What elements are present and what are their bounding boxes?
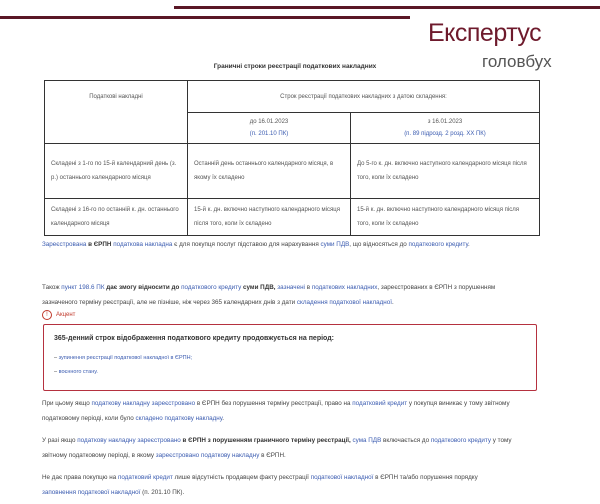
text: лише відсутність продавцем факту реєстрації — [172, 474, 311, 481]
paragraph-violation — [42, 433, 512, 463]
link[interactable]: суми ПДВ — [320, 241, 350, 248]
table-cell: 15-й к. дн. включно наступного календарного місяця після того, коли їх складено — [351, 199, 540, 236]
text: в ЄРПН — [86, 241, 114, 248]
table-row — [45, 144, 540, 199]
text: включається до — [381, 437, 431, 444]
link[interactable]: зазначені — [277, 284, 305, 291]
logo-subtitle: головбух — [482, 52, 552, 71]
accent-box — [43, 324, 537, 391]
table-cell: Останній день останнього календарного місяця, в якому їх складено — [188, 144, 351, 199]
logo-title: Експертус — [428, 19, 542, 47]
link[interactable]: податкового кредиту — [430, 437, 491, 444]
table-cell: Складені з 16-го по останній к. дн. останнього календарного місяця — [45, 199, 188, 236]
link[interactable]: податкового кредиту — [181, 284, 242, 291]
accent-heading: 365-денний строк відображення податкового кредиту продовжується на період: — [54, 335, 334, 342]
text: . — [222, 415, 225, 422]
text: Також — [42, 284, 62, 291]
text: в ЄРПН з порушенням граничного терміну реєстрації, — [180, 437, 353, 444]
subheader-before — [188, 113, 351, 144]
exclamation-icon: ! — [42, 310, 52, 320]
table-cell: 15-й к. дн. включно наступного календарного місяця після того, коли їх складено — [188, 199, 351, 236]
list-item[interactable]: – зупинення реєстрації податкової накладної в ЄРПН; — [54, 351, 192, 365]
accent-text: Акцент — [56, 312, 76, 318]
accent-label — [42, 310, 75, 320]
link[interactable]: податкового кредиту — [408, 241, 469, 248]
link[interactable]: податкових накладних — [311, 284, 378, 291]
text: в ЄРПН. — [259, 452, 286, 459]
text: в ЄРПН без порушення терміну реєстрації, право на — [195, 400, 353, 407]
paragraph-registered — [42, 237, 512, 252]
table-row — [45, 199, 540, 236]
law-link[interactable]: (п. 201.10 ПК) — [249, 131, 289, 137]
table-cell: Складені з 1-го по 15-й календарний день (з. р.) останнього календарного місяця — [45, 144, 188, 199]
link[interactable]: податковий кредит — [352, 400, 408, 407]
link[interactable]: пункт 198.6 ПК — [61, 284, 105, 291]
text: суми ПДВ, — [241, 284, 278, 291]
link[interactable]: складено податкову накладну — [135, 415, 223, 422]
text: в ЄРПН та/або порушення порядку — [373, 474, 478, 481]
header-rule-top — [174, 6, 600, 9]
text: , що відносяться до — [349, 241, 409, 248]
text: (п. 201.10 ПК). — [140, 489, 185, 496]
text: в — [304, 284, 312, 291]
link[interactable]: податкову накладну зареєстровано — [91, 400, 196, 407]
paragraph-no-violation — [42, 396, 512, 426]
law-link[interactable]: (п. 89 підрозд. 2 розд. XX ПК) — [404, 131, 486, 137]
link[interactable]: податкової накладної — [310, 474, 374, 481]
text: . — [392, 299, 394, 306]
text: , зареєстрованих в ЄРПН з порушенням зазначеного терміну реєстрації, але не пізніше, ніж через 365 календарних днів з дати — [42, 284, 496, 306]
paragraph-no-right — [42, 470, 512, 500]
text: . — [468, 241, 470, 248]
subheader-label: з 16.01.2023 — [427, 119, 463, 125]
paragraph-also — [42, 280, 512, 310]
link[interactable]: податкова накладна — [113, 241, 173, 248]
text: При цьому якщо — [42, 400, 92, 407]
header-deadline: Строк реєстрації податкових накладних з датою складення: — [188, 81, 540, 113]
link[interactable]: зареєстровано податкову накладну — [155, 452, 260, 459]
link[interactable]: податкову накладну зареєстровано — [77, 437, 181, 444]
header-rule-bottom — [0, 16, 410, 19]
link[interactable]: Зареєстрована — [42, 241, 87, 248]
link[interactable]: заповнення податкової накладної — [42, 489, 141, 496]
text: У разі якщо — [42, 437, 78, 444]
list-item[interactable]: – воєнного стану. — [54, 365, 192, 379]
text: дає змогу відносити до — [104, 284, 182, 291]
link[interactable]: податковий кредит — [117, 474, 173, 481]
header-invoices: Податкові накладні — [45, 81, 188, 144]
subheader-after — [351, 113, 540, 144]
text: є для покупця послуг підставою для нарахування — [172, 241, 321, 248]
link[interactable]: сума ПДВ — [352, 437, 382, 444]
subheader-label: до 16.01.2023 — [249, 119, 289, 125]
deadlines-table — [44, 80, 540, 236]
table-title: Граничні строки реєстрації податкових накладних — [213, 63, 377, 70]
table-cell: До 5-го к. дн. включно наступного календарного місяця після того, коли їх складено — [351, 144, 540, 199]
text: у тому звітному податковому періоді, в якому — [42, 437, 512, 459]
accent-list — [54, 351, 192, 379]
link[interactable]: складення податкової накладної — [296, 299, 393, 306]
text: у покупця виникає у тому звітному податковому періоді, коли було — [42, 400, 510, 422]
text: Не дає права покупцю на — [42, 474, 118, 481]
